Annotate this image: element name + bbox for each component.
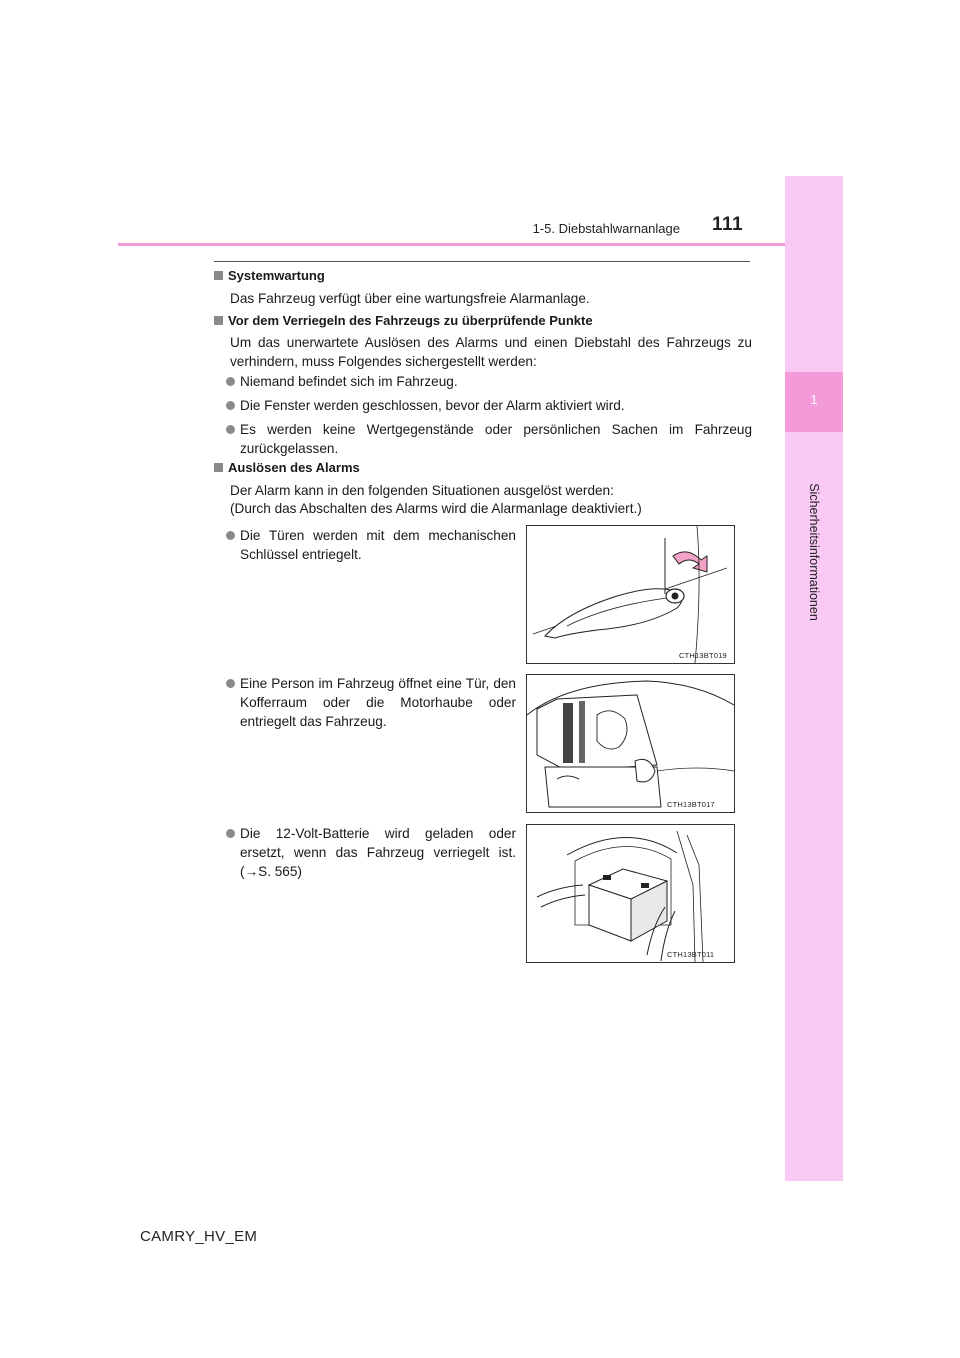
list-item: Eine Person im Fahrzeug öffnet eine Tür, den Kofferraum oder die Motorhaube oder entriegelt das Fahrzeug.	[240, 676, 516, 729]
list-item: Die Fenster werden geschlossen, bevor der Alarm aktiviert wird.	[240, 398, 625, 413]
header-rule	[118, 243, 785, 246]
section-title: 1-5. Diebstahlwarnanlage	[532, 221, 680, 236]
bullet-dot-icon	[226, 679, 235, 688]
figure-code: CTH13BT011	[667, 950, 715, 959]
figure-battery	[526, 824, 735, 963]
alarm-trigger-text-2: (Durch das Abschalten des Alarms wird die Alarmanlage deaktiviert.)	[230, 501, 642, 516]
bullet-dot-icon	[226, 377, 235, 386]
section-heading-alarm-trigger: Auslösen des Alarms	[214, 460, 360, 475]
figure-person-door	[526, 674, 735, 813]
chapter-tab-bar	[785, 176, 843, 1181]
bullet-dot-icon	[226, 425, 235, 434]
content-top-rule	[214, 261, 750, 262]
person-opening-door-icon	[527, 675, 734, 812]
battery-replacement-icon	[527, 825, 734, 962]
chapter-label-container	[785, 432, 843, 672]
list-item: Es werden keine Wertgegenstände oder persönlichen Sachen im Fahrzeug zurückgelassen.	[240, 422, 752, 456]
bullet-dot-icon	[226, 531, 235, 540]
checkpoints-text: Um das unerwartete Auslösen des Alarms und einen Diebstahl des Fahrzeugs zu verhindern, muss Folgendes sichergestellt werden:	[230, 335, 752, 369]
figure-code: CTH13BT019	[679, 651, 727, 660]
bullet-dot-icon	[226, 401, 235, 410]
door-handle-key-icon	[527, 526, 734, 663]
square-bullet-icon	[214, 463, 223, 472]
model-code: CAMRY_HV_EM	[140, 1228, 258, 1245]
figure-code: CTH13BT017	[667, 800, 715, 809]
section-heading-systemwartung: Systemwartung	[214, 268, 325, 283]
list-item: Die 12-Volt-Batterie wird geladen oder ersetzt, wenn das Fahrzeug verriegelt ist. (→S. 565)	[240, 826, 516, 879]
list-item: Die Türen werden mit dem mechanischen Schlüssel entriegelt.	[240, 528, 516, 562]
page-number: 111	[712, 214, 744, 235]
chapter-label: Sicherheitsinformationen	[807, 483, 821, 621]
square-bullet-icon	[214, 316, 223, 325]
bullet-dot-icon	[226, 829, 235, 838]
systemwartung-text: Das Fahrzeug verfügt über eine wartungsfreie Alarmanlage.	[230, 291, 590, 306]
alarm-trigger-text-1: Der Alarm kann in den folgenden Situationen ausgelöst werden:	[230, 483, 614, 498]
section-heading-checkpoints: Vor dem Verriegeln des Fahrzeugs zu überprüfende Punkte	[214, 313, 593, 328]
chapter-number: 1	[810, 392, 818, 407]
figure-door-handle	[526, 525, 735, 664]
square-bullet-icon	[214, 271, 223, 280]
list-item: Niemand befindet sich im Fahrzeug.	[240, 374, 458, 389]
